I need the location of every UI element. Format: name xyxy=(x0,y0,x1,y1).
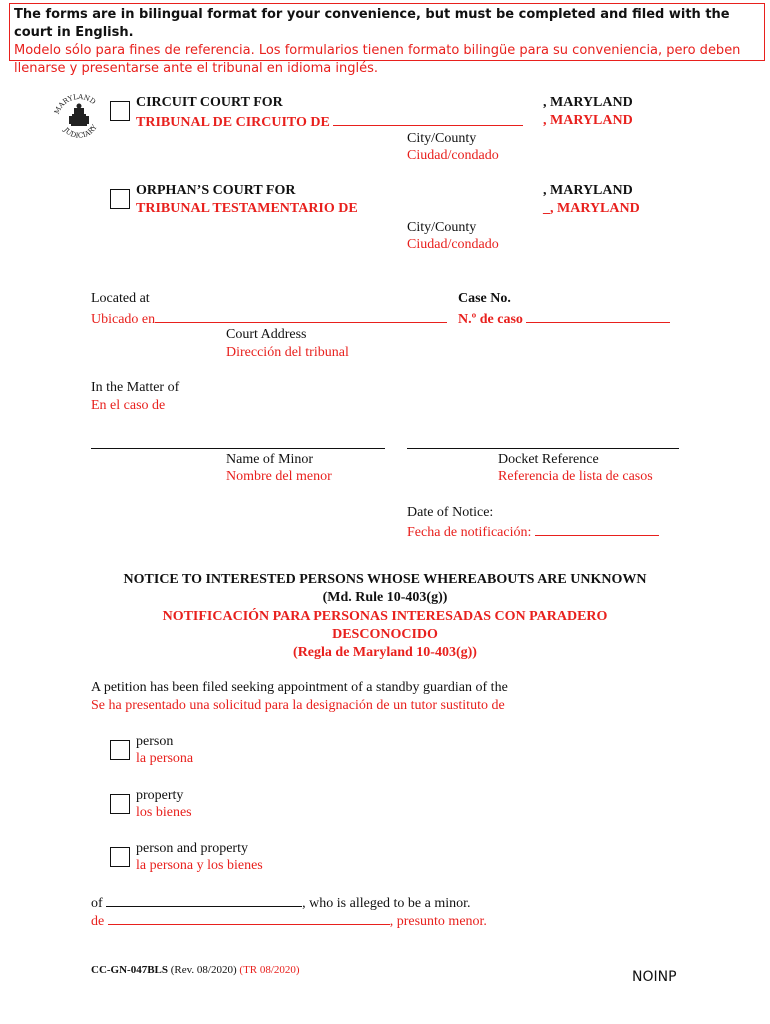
located-label-es: Ubicado en xyxy=(91,309,447,329)
circuit-label-es: TRIBUNAL DE CIRCUITO DE xyxy=(136,112,523,132)
notice-english: The forms are in bilingual format for your convenience, but must be completed and filed with the court in English. xyxy=(14,7,730,40)
docket-caption-en: Docket Reference xyxy=(498,452,599,467)
option-both-es: la persona y los bienes xyxy=(136,858,263,873)
of-line-es: de , presunto menor. xyxy=(91,911,487,931)
of-line-en: of , who is alleged to be a minor. xyxy=(91,893,471,913)
option-both-en: person and property xyxy=(136,841,248,856)
case-label-es: N.º de caso xyxy=(458,309,670,329)
circuit-county-blank[interactable] xyxy=(333,112,523,126)
option-person-en: person xyxy=(136,734,174,749)
court-address-caption-es: Dirección del tribunal xyxy=(226,345,349,360)
footer-form-code: NOINP xyxy=(632,969,677,985)
minor-caption-en: Name of Minor xyxy=(226,452,314,467)
person-and-property-checkbox[interactable] xyxy=(110,847,130,867)
circuit-city-en: City/County xyxy=(407,131,477,146)
orphans-court-checkbox[interactable] xyxy=(110,189,130,209)
date-notice-blank[interactable] xyxy=(535,522,659,536)
located-label-en: Located at xyxy=(91,291,150,306)
petition-text-en: A petition has been filed seeking appointment of a standby guardian of the xyxy=(91,680,508,695)
person-checkbox[interactable] xyxy=(110,740,130,760)
option-person-es: la persona xyxy=(136,751,194,766)
date-notice-label-en: Date of Notice: xyxy=(407,505,494,520)
title-es-line2: DESCONOCIDO xyxy=(332,627,438,642)
maryland-judiciary-seal-icon xyxy=(50,90,108,148)
orphans-state-en: , MARYLAND xyxy=(543,183,633,198)
case-label-en: Case No. xyxy=(458,291,511,306)
minor-name-line[interactable] xyxy=(91,448,385,449)
notice-spanish: Modelo sólo para fines de referencia. Los formularios tienen formato bilingüe para su conveniencia, pero deben llenarse y presentarse ante el tribunal en idioma inglés. xyxy=(14,43,741,76)
circuit-city-es: Ciudad/condado xyxy=(407,148,499,163)
petition-text-es: Se ha presentado una solicitud para la designación de un tutor sustituto de xyxy=(91,698,505,713)
minor-caption-es: Nombre del menor xyxy=(226,469,332,484)
circuit-label-en: CIRCUIT COURT FOR xyxy=(136,95,283,110)
title-es-rule: (Regla de Maryland 10-403(g)) xyxy=(293,645,477,660)
option-property-es: los bienes xyxy=(136,805,192,820)
minor-name-blank-en[interactable] xyxy=(106,893,302,907)
title-es-line1: NOTIFICACIÓN PARA PERSONAS INTERESADAS CON PARADERO xyxy=(162,609,608,624)
matter-label-es: En el caso de xyxy=(91,398,166,413)
circuit-state-es: , MARYLAND xyxy=(543,113,633,128)
footer-form-id: CC-GN-047BLS (Rev. 08/2020) (TR 08/2020) xyxy=(91,964,300,976)
docket-reference-line[interactable] xyxy=(407,448,679,449)
title-en: NOTICE TO INTERESTED PERSONS WHOSE WHEREABOUTS ARE UNKNOWN xyxy=(123,572,647,587)
case-number-blank[interactable] xyxy=(526,309,670,323)
orphans-label-es: TRIBUNAL TESTAMENTARIO DE xyxy=(136,201,358,216)
court-address-blank[interactable] xyxy=(155,309,447,323)
option-property-en: property xyxy=(136,788,184,803)
orphans-city-es: Ciudad/condado xyxy=(407,237,499,252)
circuit-court-checkbox[interactable] xyxy=(110,101,130,121)
court-address-caption-en: Court Address xyxy=(226,327,307,342)
bilingual-notice-box xyxy=(9,3,765,76)
title-en-rule: (Md. Rule 10-403(g)) xyxy=(322,590,448,605)
seal-bottom-text: JUDICIARY xyxy=(61,123,99,140)
orphans-state-es: _, MARYLAND xyxy=(543,201,640,216)
date-notice-label-es: Fecha de notificación: xyxy=(407,522,659,542)
docket-caption-es: Referencia de lista de casos xyxy=(498,469,653,484)
orphans-city-en: City/County xyxy=(407,220,477,235)
orphans-label-en: ORPHAN’S COURT FOR xyxy=(136,183,296,198)
matter-label-en: In the Matter of xyxy=(91,380,180,395)
property-checkbox[interactable] xyxy=(110,794,130,814)
circuit-state-en: , MARYLAND xyxy=(543,95,633,110)
minor-name-blank-es[interactable] xyxy=(108,911,390,925)
seal-top-text: MARYLAND xyxy=(52,92,98,116)
